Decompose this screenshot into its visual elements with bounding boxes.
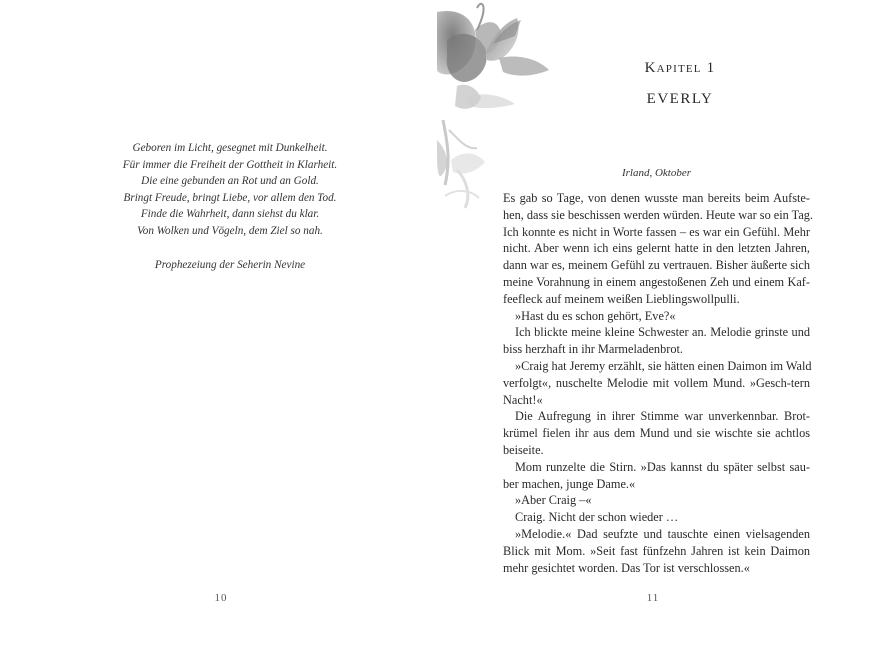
text-line: Es gab so Tage, von denen wusste man bereits beim Aufste- [503,191,810,205]
text-line: »Aber Craig –« [515,493,592,508]
text-line: Mom runzelte die Stirn. »Das kannst du später selbst sau- [515,459,810,474]
text-line: mehr gesichtet worden. Das Tor ist verschlossen.« [503,560,750,575]
poem-attribution: Prophezeiung der Seherin Nevine [154,258,306,271]
text-line: meine Vorahnung in einem angestoßenen Zeh und einem Kaf- [503,274,810,289]
text-line: dann war es, meinem Gefühl zu vertrauen. Bisher äußerte sich [503,258,810,273]
text-line: »Melodie.« Dad seufzte und tauschte einen vielsagenden [515,526,810,541]
poem-line: Die eine gebunden an Rot und an Gold. [141,175,319,188]
text-line: ber machen, junge Dame.« [503,476,636,491]
text-line: »Hast du es schon gehört, Eve?« [515,308,676,323]
text-line: beiseite. [503,442,544,457]
text-line: nicht. Aber wenn ich eins gelernt hatte in den letzten Jahren, [503,241,810,256]
prophecy-poem [100,140,360,273]
poem-line: Geboren im Licht, gesegnet mit Dunkelheit. [132,142,328,154]
text-line: krümel fielen ihr aus dem Mund und sie wischte sie achtlos [503,426,810,441]
poem-line: Von Wolken und Vögeln, dem Ziel so nah. [137,224,323,237]
text-line: biss herzhaft in ihr Marmeladenbrot. [503,342,683,357]
place-date: Irland, Oktober [621,167,692,179]
chapter-title: EVERLY [646,91,714,107]
poem-line: Für immer die Freiheit der Gottheit in Klarheit. [122,158,338,171]
right-page [437,0,874,648]
body-text [503,190,814,576]
text-line: Nacht!« [503,392,543,407]
text-line: »Craig hat Jeremy erzählt, sie hätten einen Daimon im Wald [515,358,812,373]
page-number-right: 11 [646,592,660,604]
text-line: Blick mit Mom. »Seit fast fünfzehn Jahren ist kein Daimon [503,543,810,558]
chapter-label: Kapitel 1 [644,60,716,76]
flower-illustration-icon [437,0,577,215]
text-line: Ich konnte es nicht in Worte fassen – es war ein Gefühl. Mehr [503,224,810,239]
text-line: verfolgt«, nuschelte Melodie mit vollem Mund. »Gesch-tern [503,375,810,390]
poem-line: Finde die Wahrheit, dann siehst du klar. [140,208,320,221]
text-line: hen, dass sie beschissen werden würden. Heute war so ein Tag. [503,207,814,222]
text-line: Craig. Nicht der schon wieder … [515,510,679,525]
text-line: Ich blickte meine kleine Schwester an. Melodie grinste und [515,325,810,340]
page-number-left: 10 [214,592,228,604]
text-line: feefleck auf meinem weißen Lieblingswollpulli. [503,291,740,306]
poem-line: Bringt Freude, bringt Liebe, vor allem den Tod. [123,191,337,204]
text-line: Die Aufregung in ihrer Stimme war unverkennbar. Brot- [515,409,810,424]
